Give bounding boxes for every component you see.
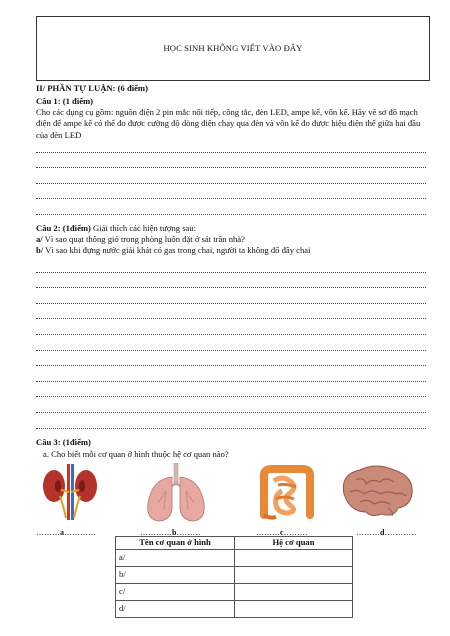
question-2-answer-lines[interactable] (36, 257, 426, 429)
answer-line[interactable] (36, 366, 426, 382)
table-header-organ: Tên cơ quan ở hình (116, 537, 235, 550)
answer-line[interactable] (36, 351, 426, 367)
table-row-label: a/ (116, 550, 235, 567)
question-2-intro: Giải thích các hiện tượng sau: (90, 223, 197, 233)
answer-line[interactable] (36, 199, 426, 215)
table-row (116, 567, 353, 584)
table-row-label: c/ (116, 584, 235, 601)
answer-line[interactable] (36, 168, 426, 184)
question-3-title-rest: : (1điểm) (57, 437, 91, 447)
table-answer-cell[interactable] (235, 550, 353, 567)
table-row-label: d/ (116, 601, 235, 618)
table-row (116, 550, 353, 567)
image-label-b[interactable]: …………b……… (140, 528, 201, 537)
image-label-c[interactable]: ………c……… (256, 528, 308, 537)
answer-line[interactable] (36, 153, 426, 169)
table-answer-cell[interactable] (235, 567, 353, 584)
answer-line[interactable] (36, 288, 426, 304)
answer-line[interactable] (36, 335, 426, 351)
question-1-answer-lines[interactable] (36, 137, 426, 215)
question-2 (36, 223, 426, 257)
question-3-title: Câu 3 (36, 437, 58, 447)
image-label-a[interactable]: ………a………… (36, 528, 96, 537)
answer-line[interactable] (36, 397, 426, 413)
header-box (36, 16, 430, 81)
question-2-title: Câu 2: (1điểm) (36, 223, 91, 233)
image-label-d[interactable]: ………d………… (356, 528, 417, 537)
answer-line[interactable] (36, 319, 426, 335)
intestine-icon (256, 465, 318, 521)
question-2a-label: a/ (36, 234, 43, 245)
brain-icon (336, 462, 416, 522)
kidneys-icon (40, 464, 100, 520)
question-1 (36, 96, 426, 141)
question-3 (36, 437, 426, 448)
question-2b-label: b/ (36, 245, 44, 256)
question-3a-text: a. Cho biết mỗi cơ quan ở hình thuộc hệ cơ quan nào? (43, 449, 229, 459)
table-row-label: b/ (116, 567, 235, 584)
answer-line[interactable] (36, 413, 426, 429)
table-answer-cell[interactable] (235, 584, 353, 601)
table-row (116, 584, 353, 601)
answer-table (115, 536, 353, 618)
section-title: II/ PHẦN TỰ LUẬN: (6 điểm) (36, 83, 148, 93)
answer-line[interactable] (36, 137, 426, 153)
table-header-system: Hệ cơ quan (235, 537, 353, 550)
question-2a-text: Vì sao quạt thông gió trong phòng luôn đặt ở sát trần nhà? (42, 234, 245, 245)
table-answer-cell[interactable] (235, 601, 353, 618)
lungs-icon (144, 463, 208, 523)
question-1-body: Cho các dụng cụ gồm: nguồn điện 2 pin mắc nối tiếp, công tắc, đèn LED, ampe kế, vôn kế. Hãy vẽ sơ đồ mạch điện để ampe kế có thể đo được cường độ dòng điện chạy qua đèn và vôn kế đo được hiệu điện thế giữa hai đầu của đèn LED (36, 107, 421, 140)
table-row (116, 601, 353, 618)
answer-line[interactable] (36, 382, 426, 398)
header-text: HỌC SINH KHÔNG VIẾT VÀO ĐÂY (163, 43, 303, 53)
answer-line[interactable] (36, 184, 426, 200)
question-1-title: Câu 1: (1 điểm) (36, 96, 94, 106)
answer-line[interactable] (36, 304, 426, 320)
question-2b-text: Vì sao khi đựng nước giải khát có gas trong chai, người ta không đổ đầy chai (43, 245, 311, 256)
answer-line[interactable] (36, 273, 426, 289)
table-header-row (116, 537, 353, 550)
answer-line[interactable] (36, 257, 426, 273)
